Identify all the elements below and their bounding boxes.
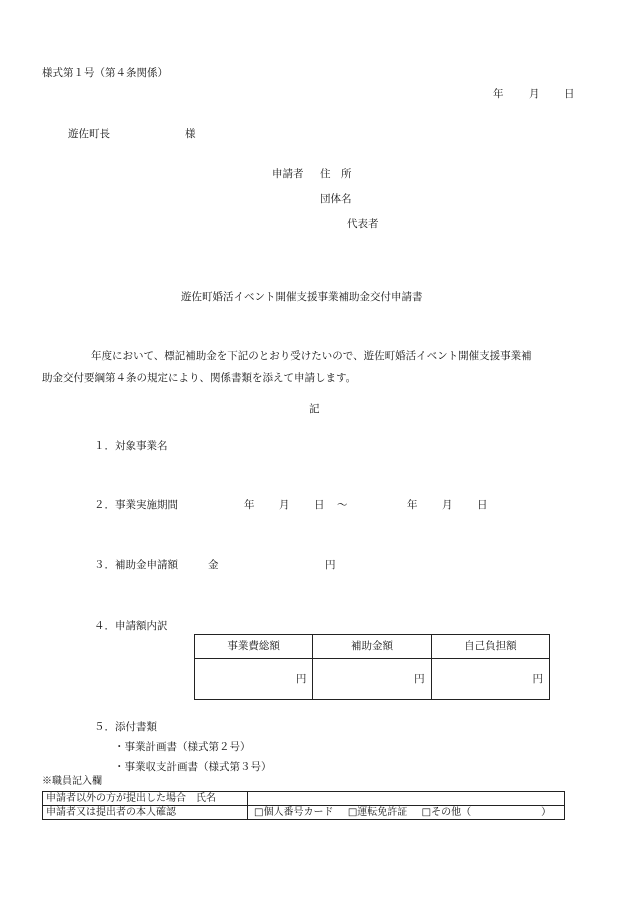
date-year: 年: [493, 88, 504, 100]
item2-day-end: 日: [477, 499, 488, 511]
item4-label: ４．申請額内訳: [94, 620, 168, 632]
item2-label: ２．事業実施期間: [94, 499, 178, 511]
ki-heading: 記: [309, 403, 320, 415]
applicant-rep-label: 代表者: [347, 218, 379, 230]
item2-month: 月: [279, 499, 290, 511]
body-line-1: 年度において、標記補助金を下記のとおり受けたいので、遊佐町婚活イベント開催支援事業補: [91, 350, 532, 362]
item2-tilde: ～: [337, 499, 348, 511]
breakdown-header-row: [195, 635, 550, 659]
option-drivers-license[interactable]: □運転免許証: [347, 806, 408, 818]
date-day: 日: [564, 88, 575, 100]
breakdown-table: [194, 634, 550, 700]
submitter-name-label: 申請者以外の方が提出した場合 氏名: [43, 792, 248, 806]
header-total-cost: 事業費総額: [195, 635, 313, 659]
header-subsidy-amount: 補助金額: [313, 635, 431, 659]
subsidy-amount-field[interactable]: 円: [313, 659, 431, 700]
attached-doc-2: ・事業収支計画書（様式第３号）: [114, 761, 272, 773]
item1-label: １．対象事業名: [94, 440, 168, 452]
self-burden-field[interactable]: 円: [431, 659, 549, 700]
item5-label: ５．添付書類: [94, 721, 157, 733]
item2-year-end: 年: [407, 499, 418, 511]
staff-section-heading: ※職員記入欄: [42, 776, 102, 787]
applicant-label: 申請者: [272, 168, 304, 180]
document-title: 遊佐町婚活イベント開催支援事業補助金交付申請書: [181, 291, 423, 303]
identity-check-options: [248, 806, 565, 820]
header-self-burden: 自己負担額: [431, 635, 549, 659]
breakdown-value-row: [195, 659, 550, 700]
addressee-honorific: 様: [185, 128, 196, 140]
item3-label: ３．補助金申請額: [94, 559, 178, 571]
body-line-2: 助金交付要綱第４条の規定により、関係書類を添えて申請します。: [42, 372, 357, 384]
submitter-name-field[interactable]: [248, 792, 565, 806]
item3-kin: 金: [208, 559, 219, 571]
total-cost-field[interactable]: 円: [195, 659, 313, 700]
form-number: 様式第１号（第４条関係）: [42, 67, 168, 79]
addressee-name: 遊佐町長: [68, 128, 110, 140]
option-my-number-card[interactable]: □個人番号カード: [254, 806, 334, 818]
attached-doc-1: ・事業計画書（様式第２号）: [114, 741, 251, 753]
option-other[interactable]: □その他（ ）: [421, 806, 552, 818]
item2-year: 年: [244, 499, 255, 511]
body-paragraph: [42, 345, 602, 389]
date-month: 月: [529, 88, 540, 100]
applicant-group-label: 団体名: [320, 193, 352, 205]
identity-check-label: 申請者又は提出者の本人確認: [43, 806, 248, 820]
item2-month-end: 月: [442, 499, 453, 511]
applicant-address-label: 住 所: [320, 168, 352, 180]
item2-day: 日: [314, 499, 325, 511]
staff-row-identity: [43, 806, 565, 820]
item3-yen: 円: [325, 559, 336, 571]
staff-table: [42, 791, 565, 820]
staff-row-submitter: [43, 792, 565, 806]
